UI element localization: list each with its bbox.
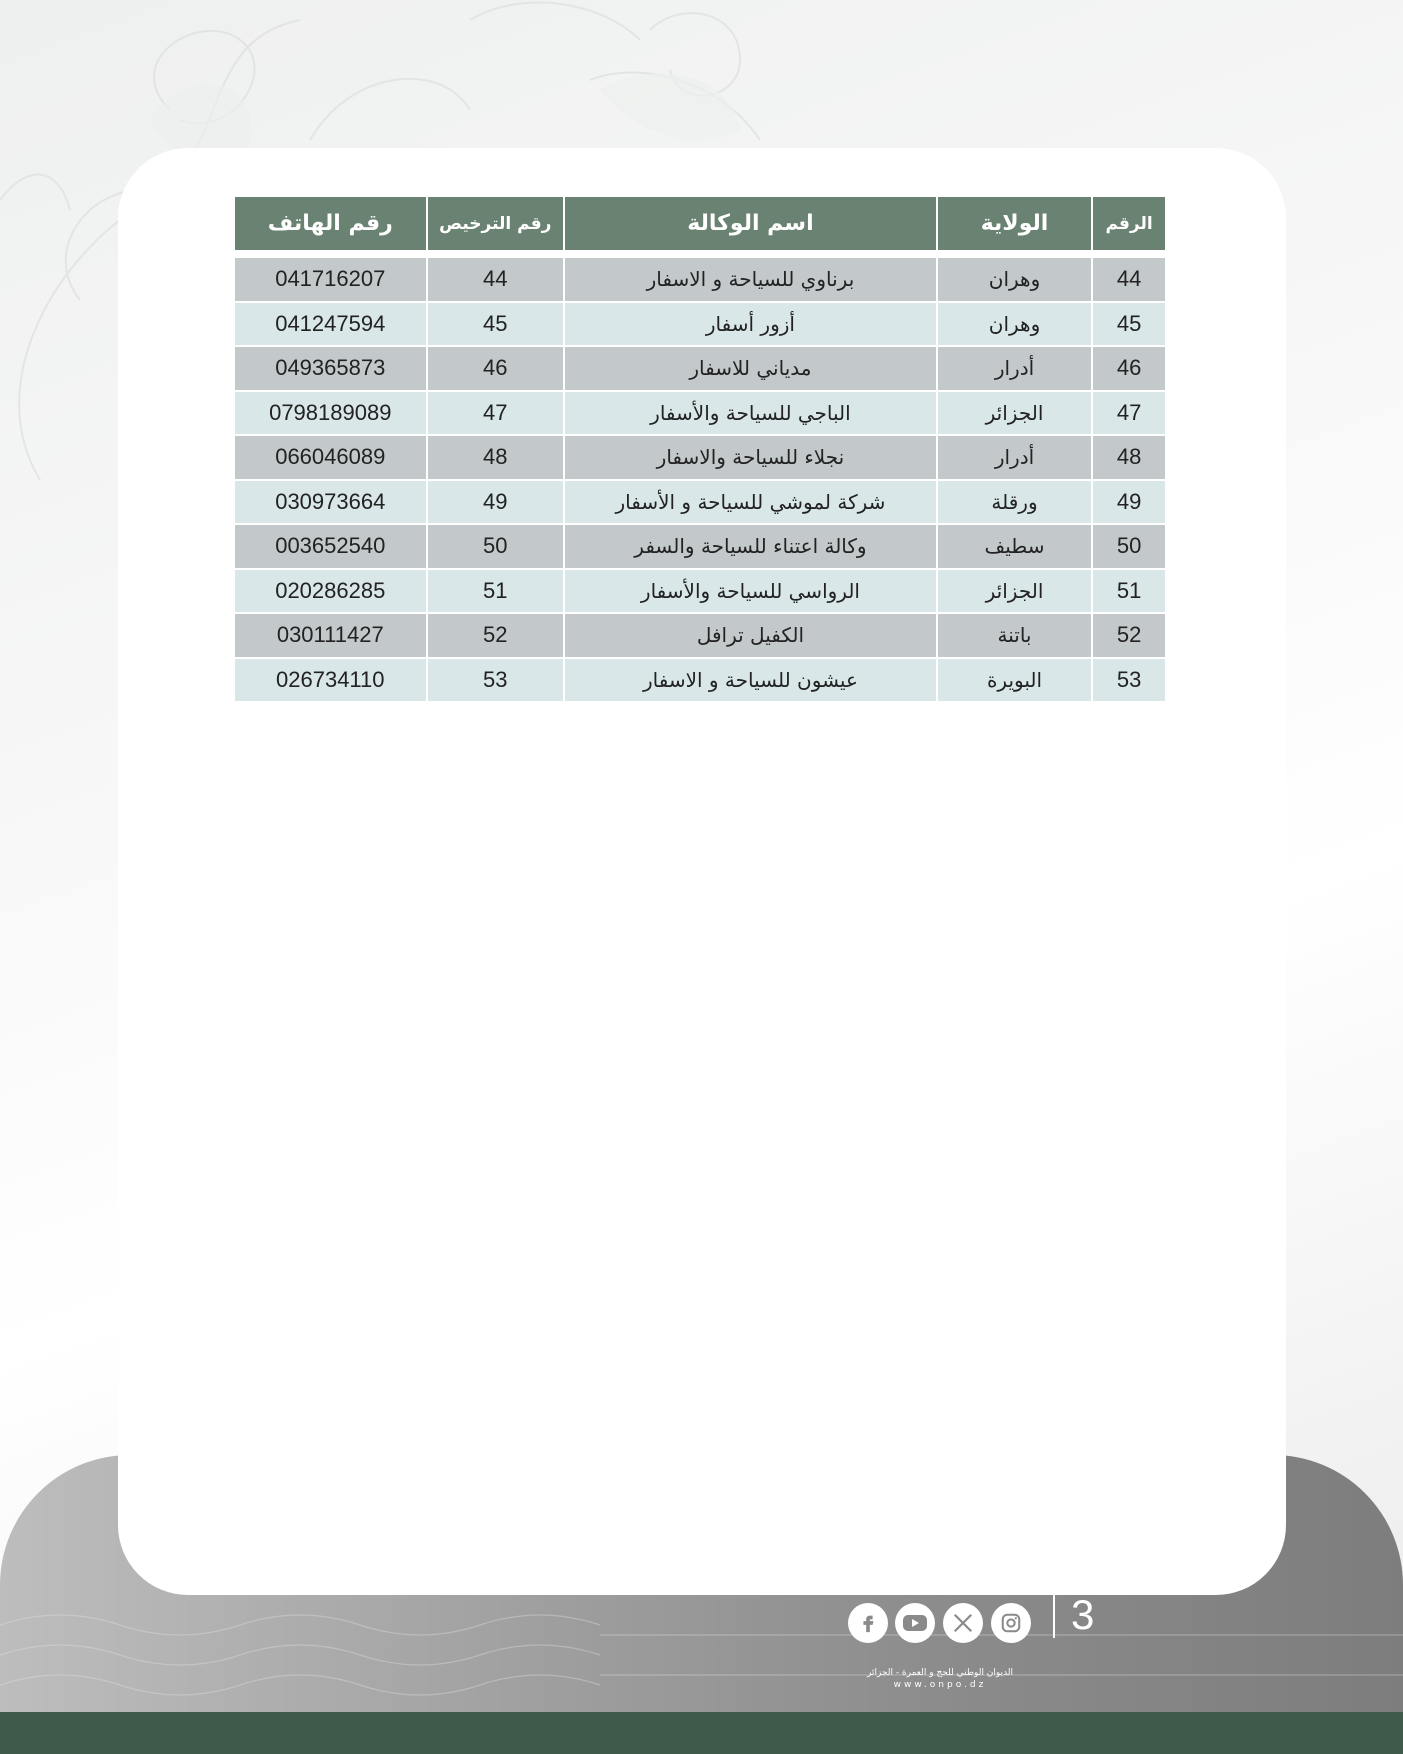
cell-agency-name: الرواسي للسياحة والأسفار — [565, 570, 936, 615]
cell-wilaya: أدرار — [938, 347, 1091, 392]
cell-license-number: 51 — [428, 570, 564, 615]
cell-number: 48 — [1093, 436, 1165, 481]
table-row — [235, 303, 1165, 348]
cell-license-number: 49 — [428, 481, 564, 526]
cell-agency-name: وكالة اعتناء للسياحة والسفر — [565, 525, 936, 570]
website-url[interactable]: www.onpo.dz — [893, 1680, 987, 1690]
header-phone-number: رقم الهاتف — [235, 197, 426, 258]
cell-agency-name: مدياني للاسفار — [565, 347, 936, 392]
cell-phone-number: 049365873 — [235, 347, 426, 392]
cell-license-number: 46 — [428, 347, 564, 392]
cell-number: 53 — [1093, 659, 1165, 704]
table-row — [235, 392, 1165, 437]
cell-phone-number: 0798189089 — [235, 392, 426, 437]
cell-license-number: 48 — [428, 436, 564, 481]
table-row — [235, 570, 1165, 615]
organization-name: الديوان الوطني للحج و العمرة - الجزائر — [866, 1668, 1014, 1678]
cell-agency-name: الكفيل ترافل — [565, 614, 936, 659]
cell-wilaya: سطيف — [938, 525, 1091, 570]
header-number: الرقم — [1093, 197, 1165, 258]
cell-agency-name: نجلاء للسياحة والاسفار — [565, 436, 936, 481]
header-wilaya: الولاية — [938, 197, 1091, 258]
cell-agency-name: أزور أسفار — [565, 303, 936, 348]
header-agency-name: اسم الوكالة — [565, 197, 936, 258]
cell-license-number: 53 — [428, 659, 564, 704]
cell-license-number: 47 — [428, 392, 564, 437]
cell-phone-number: 003652540 — [235, 525, 426, 570]
cell-agency-name: شركة لموشي للسياحة و الأسفار — [565, 481, 936, 526]
cell-agency-name: برناوي للسياحة و الاسفار — [565, 258, 936, 303]
cell-phone-number: 041716207 — [235, 258, 426, 303]
agencies-table — [233, 197, 1167, 703]
cell-wilaya: الجزائر — [938, 392, 1091, 437]
cell-phone-number: 030973664 — [235, 481, 426, 526]
cell-phone-number: 020286285 — [235, 570, 426, 615]
table-row — [235, 614, 1165, 659]
cell-wilaya: الجزائر — [938, 570, 1091, 615]
cell-number: 50 — [1093, 525, 1165, 570]
cell-number: 46 — [1093, 347, 1165, 392]
cell-phone-number: 026734110 — [235, 659, 426, 704]
table-row — [235, 525, 1165, 570]
page-number: 3 — [1071, 1591, 1095, 1638]
table-row — [235, 258, 1165, 303]
table-row — [235, 436, 1165, 481]
cell-phone-number: 030111427 — [235, 614, 426, 659]
cell-agency-name: عيشون للسياحة و الاسفار — [565, 659, 936, 704]
x-icon[interactable] — [943, 1603, 983, 1643]
table-row — [235, 347, 1165, 392]
instagram-icon[interactable] — [991, 1603, 1031, 1643]
table-header-row — [235, 197, 1165, 258]
cell-license-number: 45 — [428, 303, 564, 348]
table-row — [235, 481, 1165, 526]
cell-wilaya: أدرار — [938, 436, 1091, 481]
cell-wilaya: البويرة — [938, 659, 1091, 704]
cell-phone-number: 066046089 — [235, 436, 426, 481]
cell-number: 49 — [1093, 481, 1165, 526]
cell-license-number: 52 — [428, 614, 564, 659]
cell-number: 44 — [1093, 258, 1165, 303]
cell-license-number: 50 — [428, 525, 564, 570]
cell-wilaya: وهران — [938, 258, 1091, 303]
facebook-icon[interactable] — [848, 1603, 888, 1643]
youtube-icon[interactable] — [895, 1603, 935, 1643]
table-row — [235, 659, 1165, 704]
cell-number: 52 — [1093, 614, 1165, 659]
cell-number: 47 — [1093, 392, 1165, 437]
cell-license-number: 44 — [428, 258, 564, 303]
footer-divider — [1053, 1592, 1055, 1638]
cell-number: 45 — [1093, 303, 1165, 348]
cell-wilaya: باتنة — [938, 614, 1091, 659]
cell-wilaya: وهران — [938, 303, 1091, 348]
cell-agency-name: الباجي للسياحة والأسفار — [565, 392, 936, 437]
cell-wilaya: ورقلة — [938, 481, 1091, 526]
cell-number: 51 — [1093, 570, 1165, 615]
header-license-number: رقم الترخيص — [428, 197, 564, 258]
cell-phone-number: 041247594 — [235, 303, 426, 348]
bottom-green-bar — [0, 1712, 1403, 1754]
kiswa-pattern — [0, 1585, 1403, 1712]
